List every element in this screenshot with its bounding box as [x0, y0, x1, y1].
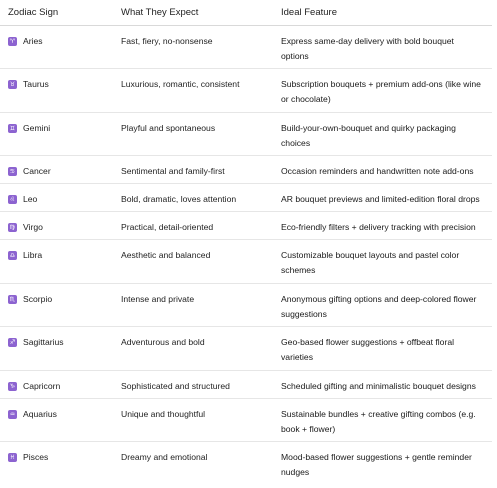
table-row — [0, 156, 492, 184]
feature-line-2: or chocolate) — [281, 94, 331, 104]
sign-name: Aries — [23, 36, 43, 46]
sign-cell — [8, 220, 43, 235]
table-row — [0, 327, 492, 371]
sign-cell — [8, 292, 52, 307]
feature-line-2: nudges — [281, 467, 310, 477]
sign-name: Aquarius — [23, 409, 57, 419]
sign-cell — [8, 335, 64, 350]
feature-line-2: suggestions — [281, 309, 327, 319]
feature-line-1: Subscription bouquets + premium add-ons (like wine — [281, 79, 481, 89]
feature-cell: AR bouquet previews and limited-edition floral drops — [281, 194, 480, 204]
feature-line-1: Mood-based flower suggestions + gentle reminder — [281, 452, 472, 462]
cancer-icon: ♋ — [9, 168, 16, 175]
header-ideal-feature: Ideal Feature — [281, 7, 337, 18]
aries-icon: ♈ — [9, 38, 16, 45]
feature-line-1: Express same-day delivery with bold bouquet — [281, 36, 454, 46]
sign-name: Capricorn — [23, 381, 61, 391]
expect-cell: Practical, detail-oriented — [121, 222, 214, 232]
sign-cell — [8, 407, 57, 422]
pisces-icon: ♓ — [9, 454, 16, 461]
table-row — [0, 212, 492, 240]
expect-cell: Sentimental and family-first — [121, 166, 225, 176]
table-row — [0, 184, 492, 212]
aquarius-icon: ♒ — [9, 411, 16, 418]
feature-line-2: varieties — [281, 352, 313, 362]
sign-name: Sagittarius — [23, 337, 64, 347]
sign-cell — [8, 248, 42, 263]
expect-cell: Intense and private — [121, 294, 195, 304]
feature-cell — [281, 407, 476, 437]
sagittarius-icon: ♐ — [9, 339, 16, 346]
feature-cell — [281, 77, 481, 107]
table-row — [0, 240, 492, 284]
capricorn-icon: ♑ — [9, 383, 16, 390]
feature-line-2: choices — [281, 138, 311, 148]
sign-cell — [8, 192, 37, 207]
table-row — [0, 26, 492, 69]
header-zodiac-sign: Zodiac Sign — [8, 7, 59, 18]
feature-cell: Eco-friendly filters + delivery tracking with precision — [281, 222, 476, 232]
sign-cell — [8, 450, 48, 465]
table-row — [0, 399, 492, 442]
taurus-icon: ♉ — [9, 81, 16, 88]
sign-name: Scorpio — [23, 294, 53, 304]
expect-cell: Bold, dramatic, loves attention — [121, 194, 237, 204]
feature-cell — [281, 34, 454, 64]
table-row — [0, 113, 492, 156]
feature-line-1: Build-your-own-bouquet and quirky packaging — [281, 123, 456, 133]
feature-line-2: book + flower) — [281, 424, 336, 434]
feature-cell: Scheduled gifting and minimalistic bouquet designs — [281, 381, 476, 391]
feature-line-1: Geo-based flower suggestions + offbeat floral — [281, 337, 455, 347]
sign-name: Virgo — [23, 222, 43, 232]
sign-name: Libra — [23, 250, 43, 260]
expect-cell: Adventurous and bold — [121, 337, 205, 347]
table-row — [0, 284, 492, 327]
sign-cell — [8, 164, 51, 179]
feature-cell — [281, 121, 456, 151]
table-row — [0, 442, 492, 486]
sign-name: Gemini — [23, 123, 51, 133]
sign-cell — [8, 379, 60, 394]
expect-cell: Playful and spontaneous — [121, 123, 216, 133]
feature-line-1: Sustainable bundles + creative gifting combos (e.g. — [281, 409, 476, 419]
virgo-icon: ♍ — [9, 224, 16, 231]
sign-name: Taurus — [23, 79, 49, 89]
expect-cell: Sophisticated and structured — [121, 381, 230, 391]
scorpio-icon: ♏ — [9, 296, 16, 303]
sign-cell — [8, 121, 50, 136]
sign-name: Pisces — [23, 452, 49, 462]
feature-line-1: Customizable bouquet layouts and pastel color — [281, 250, 460, 260]
table-header — [0, 0, 492, 26]
feature-cell — [281, 292, 476, 322]
feature-cell — [281, 248, 459, 278]
feature-line-2: schemes — [281, 265, 316, 275]
leo-icon: ♌ — [9, 196, 16, 203]
feature-cell: Occasion reminders and handwritten note add-ons — [281, 166, 474, 176]
feature-cell — [281, 335, 454, 365]
expect-cell: Dreamy and emotional — [121, 452, 208, 462]
header-what-they-expect: What They Expect — [121, 7, 199, 18]
expect-cell: Luxurious, romantic, consistent — [121, 79, 240, 89]
feature-cell — [281, 450, 472, 480]
table-row — [0, 371, 492, 399]
sign-cell — [8, 34, 43, 49]
expect-cell: Unique and thoughtful — [121, 409, 206, 419]
table-row — [0, 69, 492, 113]
feature-line-1: Anonymous gifting options and deep-colored flower — [281, 294, 477, 304]
feature-line-2: options — [281, 51, 309, 61]
expect-cell: Fast, fiery, no-nonsense — [121, 36, 213, 46]
libra-icon: ♎ — [9, 252, 16, 259]
sign-name: Cancer — [23, 166, 51, 176]
expect-cell: Aesthetic and balanced — [121, 250, 211, 260]
gemini-icon: ♊ — [9, 125, 16, 132]
sign-cell — [8, 77, 49, 92]
sign-name: Leo — [23, 194, 38, 204]
